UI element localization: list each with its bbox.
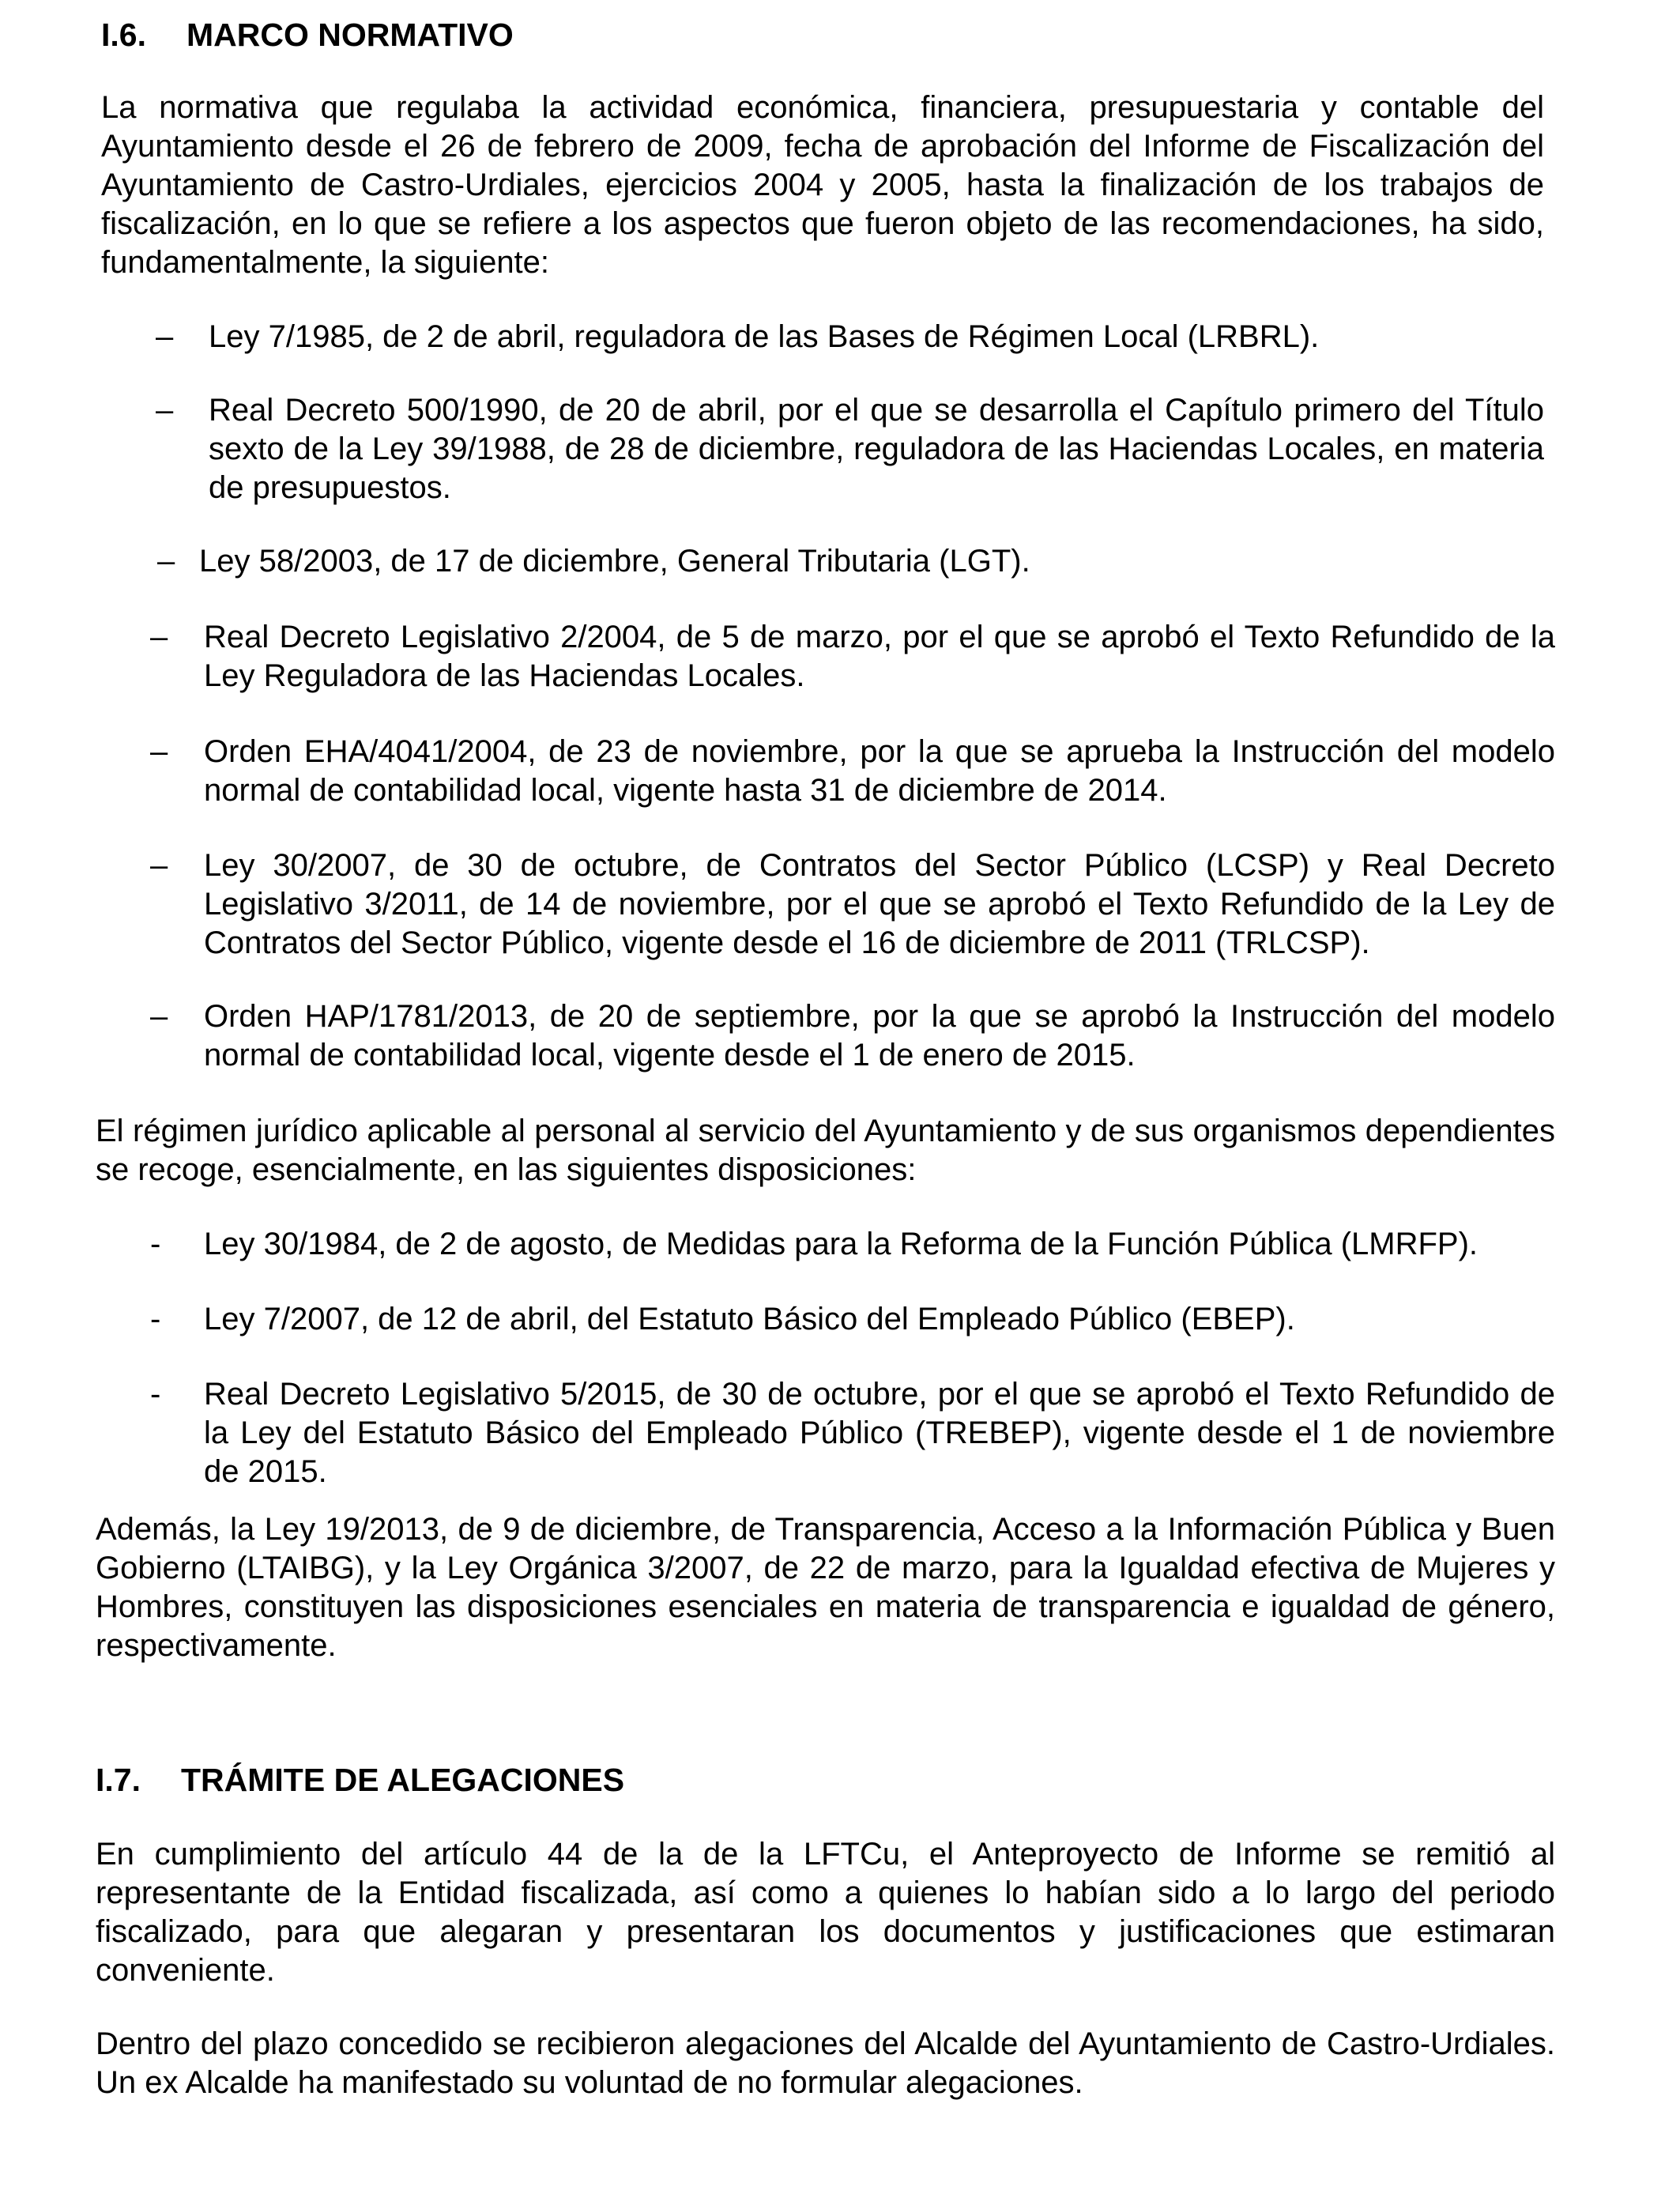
section-heading-tramite-alegaciones: [96, 1761, 624, 1799]
list-item-text: Orden HAP/1781/2013, de 20 de septiembre, por la que se aprobó la Instrucción del modelo normal de contabilidad local, vigente desde el 1 de enero de 2015.: [204, 999, 1555, 1072]
list-marker: –: [150, 848, 168, 883]
closing-paragraph: Además, la Ley 19/2013, de 9 de diciembre, de Transparencia, Acceso a la Información Pública y Buen Gobierno (LTAIBG), y la Ley Orgánica 3/2007, de 22 de marzo, para la Igualdad efectiva de Mujeres y Hombres, constituyen las disposiciones esenciales en materia de transparencia e igualdad de género, respectivamente.: [96, 1512, 1555, 1663]
section-number: I.6.: [101, 17, 146, 53]
list-item-text: Ley 58/2003, de 17 de diciembre, General Tributaria (LGT).: [199, 544, 1030, 579]
alegaciones-paragraph-2: Dentro del plazo concedido se recibieron alegaciones del Alcalde del Ayuntamiento de Castro-Urdiales. Un ex Alcalde ha manifestado su voluntad de no formular alegaciones.: [96, 2026, 1555, 2100]
list-marker: –: [150, 999, 168, 1034]
list-marker: –: [156, 393, 174, 428]
list-item-text: Ley 30/1984, de 2 de agosto, de Medidas para la Reforma de la Función Pública (LMRFP).: [204, 1227, 1478, 1261]
list-item-text: Ley 7/1985, de 2 de abril, reguladora de las Bases de Régimen Local (LRBRL).: [209, 319, 1320, 354]
section-title: MARCO NORMATIVO: [186, 17, 514, 53]
personnel-paragraph: El régimen jurídico aplicable al personal al servicio del Ayuntamiento y de sus organismos dependientes se recoge, esencialmente, en las siguientes disposiciones:: [96, 1114, 1555, 1187]
section-heading-marco-normativo: [101, 16, 514, 54]
list-marker: –: [156, 319, 174, 354]
list-marker: -: [150, 1302, 161, 1336]
list-marker: –: [150, 620, 168, 654]
list-item-text: Ley 7/2007, de 12 de abril, del Estatuto Básico del Empleado Público (EBEP).: [204, 1302, 1295, 1336]
section-title: TRÁMITE DE ALEGACIONES: [181, 1762, 625, 1798]
list-marker: –: [157, 544, 175, 579]
intro-paragraph: La normativa que regulaba la actividad económica, financiera, presupuestaria y contable del Ayuntamiento desde el 26 de febrero de 2009, fecha de aprobación del Informe de Fiscalización del Ayuntamiento de Castro-Urdiales, ejercicios 2004 y 2005, hasta la finalización de los trabajos de fiscalización, en lo que se refiere a los aspectos que fueron objeto de las recomendaciones, ha sido, fundamentalmente, la siguiente:: [101, 90, 1544, 280]
list-item-text: Real Decreto Legislativo 2/2004, de 5 de marzo, por el que se aprobó el Texto Refundido de la Ley Reguladora de las Haciendas Locales.: [204, 620, 1555, 693]
section-number: I.7.: [96, 1762, 141, 1798]
list-item-text: Real Decreto Legislativo 5/2015, de 30 de octubre, por el que se aprobó el Texto Refundido de la Ley del Estatuto Básico del Empleado Público (TREBEP), vigente desde el 1 de noviembre de 2015.: [204, 1377, 1555, 1489]
list-marker: -: [150, 1377, 161, 1412]
list-marker: -: [150, 1227, 161, 1261]
list-marker: –: [150, 734, 168, 769]
alegaciones-paragraph-1: En cumplimiento del artículo 44 de la de la LFTCu, el Anteproyecto de Informe se remitió al representante de la Entidad fiscalizada, así como a quienes lo habían sido a lo largo del periodo fiscalizado, para que alegaran y presentaran los documentos y justificaciones que estimaran conveniente.: [96, 1837, 1555, 1988]
list-item-text: Real Decreto 500/1990, de 20 de abril, por el que se desarrolla el Capítulo primero del Título sexto de la Ley 39/1988, de 28 de diciembre, reguladora de las Haciendas Locales, en materia de presupuestos.: [209, 393, 1544, 505]
list-item-text: Orden EHA/4041/2004, de 23 de noviembre, por la que se aprueba la Instrucción del modelo normal de contabilidad local, vigente hasta 31 de diciembre de 2014.: [204, 734, 1555, 808]
list-item-text: Ley 30/2007, de 30 de octubre, de Contratos del Sector Público (LCSP) y Real Decreto Legislativo 3/2011, de 14 de noviembre, por el que se aprobó el Texto Refundido de la Ley de Contratos del Sector Público, vigente desde el 16 de diciembre de 2011 (TRLCSP).: [204, 848, 1555, 960]
